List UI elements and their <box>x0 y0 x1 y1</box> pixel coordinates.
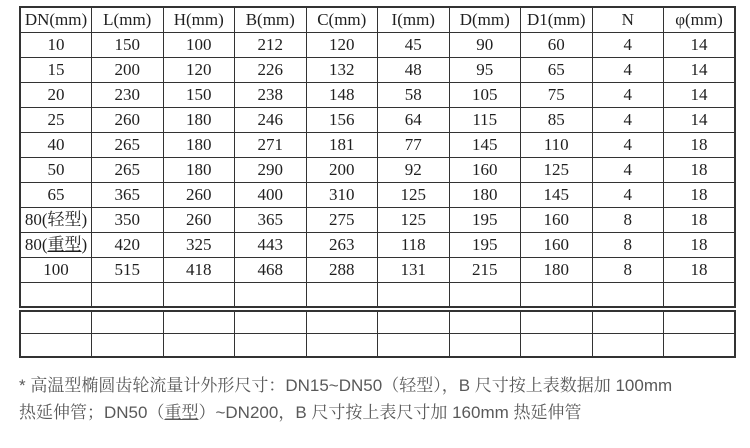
empty-grid-body <box>20 311 735 357</box>
table-cell: 4 <box>592 83 664 108</box>
table-cell: 125 <box>521 158 593 183</box>
footnote-line-1-text: * 高温型椭圆齿轮流量计外形尺寸：DN15~DN50（轻型），B 尺寸按上表数据加 100mm <box>19 375 673 395</box>
table-cell: 14 <box>664 108 736 133</box>
cell-text-emphasis: 重型 <box>47 235 82 254</box>
table-cell <box>92 311 164 334</box>
table-cell: 90 <box>449 33 521 58</box>
table-cell: 260 <box>163 183 235 208</box>
table-cell: 48 <box>378 58 450 83</box>
table-cell: 8 <box>592 208 664 233</box>
table-cell: 65 <box>521 58 593 83</box>
table-cell: 212 <box>235 33 307 58</box>
table-cell <box>163 311 235 334</box>
table-cell: 156 <box>306 108 378 133</box>
table-cell: 288 <box>306 258 378 283</box>
table-cell: 265 <box>92 133 164 158</box>
table-cell <box>592 283 664 307</box>
table-cell: 325 <box>163 233 235 258</box>
table-cell: 145 <box>449 133 521 158</box>
column-header: N <box>592 7 664 33</box>
table-cell: 40 <box>20 133 92 158</box>
table-cell: 18 <box>664 183 736 208</box>
table-cell: 271 <box>235 133 307 158</box>
table-cell: 365 <box>235 208 307 233</box>
table-cell: 25 <box>20 108 92 133</box>
table-cell <box>664 334 736 357</box>
table-cell <box>306 283 378 307</box>
table-cell: 65 <box>20 183 92 208</box>
table-cell: 100 <box>20 258 92 283</box>
table-cell <box>306 311 378 334</box>
table-cell: 200 <box>306 158 378 183</box>
page <box>19 6 737 426</box>
dimensions-table <box>19 6 736 308</box>
table-cell <box>521 283 593 307</box>
cell-text: ) <box>81 235 88 254</box>
footnote-line-2-text-end: ）~DN200，B 尺寸按上表尺寸加 160mm 热延伸管 <box>198 402 582 422</box>
table-cell: 64 <box>378 108 450 133</box>
footnote-line-2 <box>19 399 737 426</box>
table-row <box>20 133 735 158</box>
table-cell <box>378 311 450 334</box>
table-cell: 180 <box>521 258 593 283</box>
table-cell: 20 <box>20 83 92 108</box>
table-cell: 160 <box>449 158 521 183</box>
table-cell: 120 <box>163 58 235 83</box>
table-cell: 58 <box>378 83 450 108</box>
table-cell: 350 <box>92 208 164 233</box>
table-cell <box>92 283 164 307</box>
table-cell: 50 <box>20 158 92 183</box>
table-cell: 260 <box>92 108 164 133</box>
table-cell: 195 <box>449 233 521 258</box>
table-cell: 468 <box>235 258 307 283</box>
table-row <box>20 58 735 83</box>
table-cell: 420 <box>92 233 164 258</box>
empty-row <box>20 283 735 307</box>
table-cell: 226 <box>235 58 307 83</box>
cell-text-emphasis: 轻型 <box>47 210 82 229</box>
table-cell: 400 <box>235 183 307 208</box>
table-cell: 18 <box>664 258 736 283</box>
footnote-line-2-text-start: 热延伸管；DN50（ <box>19 402 165 422</box>
table-cell: 125 <box>378 208 450 233</box>
table-cell: 181 <box>306 133 378 158</box>
table-cell: 8 <box>592 258 664 283</box>
table-cell <box>664 283 736 307</box>
table-cell: 95 <box>449 58 521 83</box>
table-cell: 14 <box>664 58 736 83</box>
column-header: φ(mm) <box>664 7 736 33</box>
header-row <box>20 7 735 33</box>
empty-row <box>20 334 735 357</box>
table-cell <box>378 283 450 307</box>
table-cell: 14 <box>664 33 736 58</box>
table-cell: 180 <box>163 133 235 158</box>
table-cell: 8 <box>592 233 664 258</box>
table-cell <box>235 311 307 334</box>
cell-text: ) <box>81 210 88 229</box>
footnote-line-2-underlined-text: 重型 <box>164 402 199 422</box>
table-cell <box>521 334 593 357</box>
table-cell <box>521 311 593 334</box>
column-header: D(mm) <box>449 7 521 33</box>
table-cell: 92 <box>378 158 450 183</box>
table-row <box>20 233 735 258</box>
table-cell: 246 <box>235 108 307 133</box>
table-cell: 4 <box>592 108 664 133</box>
table-cell <box>20 334 92 357</box>
table-cell: 263 <box>306 233 378 258</box>
table-cell: 4 <box>592 58 664 83</box>
table-cell: 290 <box>235 158 307 183</box>
table-cell: 85 <box>521 108 593 133</box>
table-cell <box>664 311 736 334</box>
table-cell: 365 <box>92 183 164 208</box>
table-cell: 75 <box>521 83 593 108</box>
table-cell: 125 <box>378 183 450 208</box>
table-cell: 160 <box>521 208 593 233</box>
table-cell: 4 <box>592 33 664 58</box>
table-cell <box>163 334 235 357</box>
table-cell: 515 <box>92 258 164 283</box>
dimensions-table-body <box>20 33 735 307</box>
table-cell: 4 <box>592 158 664 183</box>
table-row <box>20 33 735 58</box>
table-cell: 180 <box>449 183 521 208</box>
table-cell: 145 <box>521 183 593 208</box>
table-row <box>20 158 735 183</box>
table-row <box>20 83 735 108</box>
table-cell: 4 <box>592 133 664 158</box>
table-cell: 265 <box>92 158 164 183</box>
table-cell: 110 <box>521 133 593 158</box>
cell-text: 80( <box>24 210 48 229</box>
table-cell <box>20 208 92 233</box>
footnote <box>19 372 737 426</box>
table-cell: 60 <box>521 33 593 58</box>
empty-row <box>20 311 735 334</box>
column-header: H(mm) <box>163 7 235 33</box>
table-cell <box>20 233 92 258</box>
table-row <box>20 258 735 283</box>
table-cell <box>306 334 378 357</box>
table-cell: 180 <box>163 158 235 183</box>
table-cell: 18 <box>664 208 736 233</box>
table-cell <box>20 283 92 307</box>
table-cell: 310 <box>306 183 378 208</box>
table-cell <box>592 311 664 334</box>
table-cell: 230 <box>92 83 164 108</box>
column-header: L(mm) <box>92 7 164 33</box>
table-cell <box>449 334 521 357</box>
table-cell <box>163 283 235 307</box>
table-cell: 148 <box>306 83 378 108</box>
table-row <box>20 183 735 208</box>
table-cell: 14 <box>664 83 736 108</box>
table-cell: 238 <box>235 83 307 108</box>
table-cell <box>235 334 307 357</box>
table-row <box>20 108 735 133</box>
table-cell: 195 <box>449 208 521 233</box>
table-cell: 18 <box>664 133 736 158</box>
table-cell: 4 <box>592 183 664 208</box>
table-cell: 215 <box>449 258 521 283</box>
column-header: B(mm) <box>235 7 307 33</box>
table-cell: 418 <box>163 258 235 283</box>
table-cell: 275 <box>306 208 378 233</box>
cell-text: 80( <box>24 235 48 254</box>
dimensions-table-header <box>20 7 735 33</box>
table-cell: 132 <box>306 58 378 83</box>
footnote-line-1 <box>19 372 737 399</box>
column-header: DN(mm) <box>20 7 92 33</box>
table-cell: 118 <box>378 233 450 258</box>
table-cell: 131 <box>378 258 450 283</box>
table-cell: 115 <box>449 108 521 133</box>
table-cell <box>449 283 521 307</box>
table-cell <box>92 334 164 357</box>
table-cell <box>592 334 664 357</box>
table-cell: 15 <box>20 58 92 83</box>
empty-grid-table <box>19 310 736 358</box>
table-cell: 105 <box>449 83 521 108</box>
table-cell <box>20 311 92 334</box>
table-cell: 443 <box>235 233 307 258</box>
table-cell: 18 <box>664 158 736 183</box>
table-cell <box>378 334 450 357</box>
table-cell: 45 <box>378 33 450 58</box>
table-cell: 160 <box>521 233 593 258</box>
column-header: I(mm) <box>378 7 450 33</box>
table-cell: 18 <box>664 233 736 258</box>
table-cell <box>235 283 307 307</box>
table-cell: 10 <box>20 33 92 58</box>
table-cell: 180 <box>163 108 235 133</box>
table-cell: 150 <box>92 33 164 58</box>
table-cell: 200 <box>92 58 164 83</box>
table-cell: 120 <box>306 33 378 58</box>
table-row <box>20 208 735 233</box>
table-cell <box>449 311 521 334</box>
column-header: C(mm) <box>306 7 378 33</box>
table-cell: 260 <box>163 208 235 233</box>
table-cell: 77 <box>378 133 450 158</box>
table-cell: 100 <box>163 33 235 58</box>
column-header: D1(mm) <box>521 7 593 33</box>
table-cell: 150 <box>163 83 235 108</box>
